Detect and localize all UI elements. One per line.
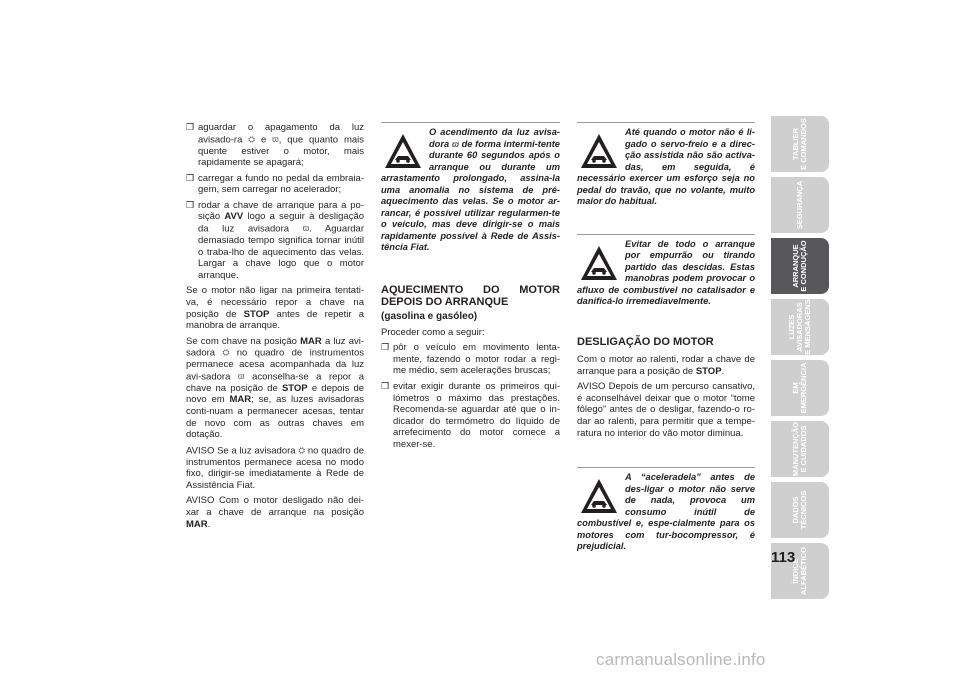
column-3 <box>577 122 755 553</box>
list-item: ❒ rodar a chave de arranque para a po-sição AVV logo a seguir à desligação da luz avisadora ϖ. Aguardar demasiado tempo significa tornar inútil o traba-lho de aquecimento das velas. Largar a chave logo que o motor arranque. <box>186 199 365 281</box>
engine-warning-icon: ⛭ <box>298 444 306 455</box>
paragraph: AVISO Se a luz avisadora ⛭ no quadro de instrumentos permanece acesa no modo fixo, dirigir-se imediatamente à Rede de Assistência Fiat. <box>186 444 365 491</box>
warning-box: Evitar de todo o arranque por empurrão ou tirando partido das descidas. Estas manobras podem provocar o afluxo de combustível no catalisador e danificá-lo irremediavelmente. <box>577 234 755 308</box>
paragraph: Se o motor não ligar na primeira tentati-va, é necessário repor a chave na posição de STOP antes de repetir a manobra de arranque. <box>186 285 365 332</box>
tab-dados-tecnicos[interactable]: DADOS TÉCNICOS <box>771 482 829 538</box>
paragraph: AVISO Depois de um percurso cansativo, é aconselhável deixar que o motor “tome fôlego” antes de o desligar, fazendo-o ro-dar ao ralenti, para permitir que a tempe-ratura no interior do vão motor diminua. <box>577 381 755 439</box>
list-item: ❒ evitar exigir durante os primeiros qui-lómetros o máximo das prestações. Recomenda-se aguardar até que o in-dicador do termómetro do líquido de arrefecimento do motor comece a mexer-se. <box>381 381 560 451</box>
warning-triangle-icon <box>579 476 619 516</box>
bullet-mark: ❒ <box>186 172 195 183</box>
column-2 <box>381 122 560 455</box>
engine-warning-icon: ⛭ <box>222 347 230 358</box>
engine-warning-icon: ⛭ <box>248 133 256 144</box>
tab-arranque-e-conducao[interactable]: ARRANQUE E CONDUÇÃO <box>771 238 829 294</box>
list-item: ❒ pôr o veículo em movimento lenta-mente, fazendo o motor rodar a regi-me médio, sem acelerações bruscas; <box>381 342 560 377</box>
glow-plug-icon: ϖ <box>237 370 245 381</box>
chapter-tabs <box>771 116 831 604</box>
warning-box: O acendimento da luz avisa-dora ϖ de forma intermi-tente durante 60 segundos após o arranque ou durante um arrastamento prolongado, assina-la uma anomalia no sistema de pré-aquecimento das velas. Se o motor ar-rancar, é possível utilizar regularmen-te o veículo, mas deve dirigir-se o mais rapidamente possível à Rede de Assis-tência Fiat. <box>381 122 560 254</box>
glow-plug-icon: ϖ <box>451 138 459 149</box>
bullet-mark: ❒ <box>186 199 195 210</box>
warning-triangle-icon <box>383 131 423 171</box>
paragraph: AVISO Com o motor desligado não dei-xar a chave de arranque na posição MAR. <box>186 495 364 530</box>
tab-em-emergencia[interactable]: EM EMERGÊNCIA <box>771 360 829 416</box>
column-1 <box>186 122 364 534</box>
tab-indice-alfabetico[interactable]: ÍNDICE ALFABÉTICO <box>771 543 829 599</box>
paragraph: Com o motor ao ralenti, rodar a chave de arranque para a posição de STOP. <box>577 354 755 377</box>
tab-luzes-avisadoras[interactable]: LUZES AVISADORAS E MENSAGENS <box>771 299 829 355</box>
section-heading: DESLIGAÇÃO DO MOTOR <box>577 335 714 348</box>
tab-tablier-e-comandos[interactable]: TABLIER E COMANDOS <box>771 116 829 172</box>
bullet-mark: ❒ <box>186 122 195 132</box>
watermark: carmanualsonline.info <box>596 650 766 669</box>
warning-triangle-icon <box>579 131 619 171</box>
warning-box: A “aceleradela” antes de des-ligar o motor não serve de nada, provoca um consumo inútil de combustível e, espe-cialmente para os motores com tur-bocompressor, é prejudicial. <box>577 467 755 553</box>
list-item: ❒ carregar a fundo no pedal da embraia-gem, sem carregar no acelerador; <box>186 172 364 196</box>
warning-box: Até quando o motor não é li-gado o servo-freio e a direc-ção assistida não são activa-das, em seguida, é necessário exercer um esforço seja no pedal do travão, que no volante, muito maior do habitual. <box>577 122 755 208</box>
bullet-mark: ❒ <box>381 381 390 392</box>
page-number: 113 <box>771 549 796 566</box>
list-item: ❒ aguardar o apagamento da luz avisado-ra ⛭ e ϖ, que quanto mais quente estiver o motor, mais rapidamente se apagará; <box>186 122 365 169</box>
bullet-mark: ❒ <box>381 342 390 353</box>
paragraph: Proceder como a seguir: <box>381 326 485 338</box>
section-heading: AQUECIMENTO DO MOTOR DEPOIS DO ARRANQUE <box>381 283 560 309</box>
section-subheading: (gasolina e gasóleo) <box>381 310 478 322</box>
warning-triangle-icon <box>579 243 619 283</box>
glow-plug-icon: ϖ <box>302 223 310 234</box>
tab-seguranca[interactable]: SEGURANÇA <box>771 177 829 233</box>
tab-manutencao-e-cuidados[interactable]: MANUTENÇÃO E CUIDADOS <box>771 421 829 477</box>
glow-plug-icon: ϖ <box>272 133 279 144</box>
paragraph: Se com chave na posição MAR a luz avi-sadora ⛭ no quadro de instrumentos permanece acesa acompanhada da luz avi-sadora ϖ aconselha-se a repor a chave na posição de STOP e depois de novo em MAR; se, as luzes avisadoras conti-nuam a permanecer acesas, tentar de novo com as outras chaves em dotação. <box>186 335 365 441</box>
